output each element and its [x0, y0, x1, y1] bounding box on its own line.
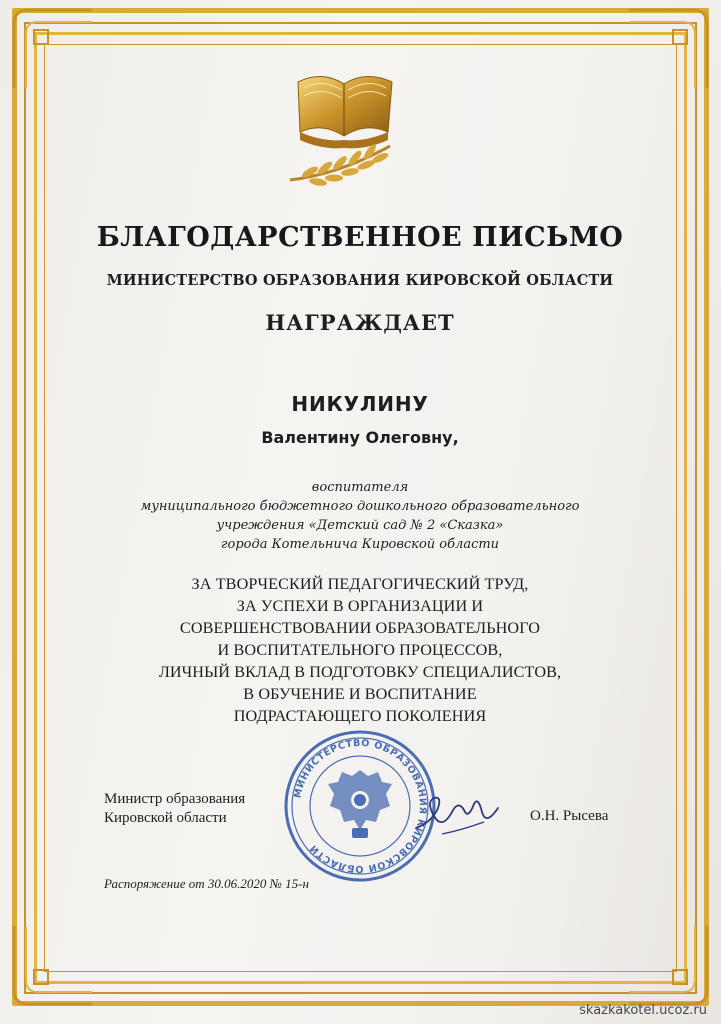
corner-ornament-icon: [8, 4, 98, 94]
position-line: муниципального бюджетного дошкольного образовательного: [140, 499, 580, 514]
corner-ornament-icon: [623, 4, 713, 94]
merit-line: ЗА ТВОРЧЕСКИЙ ПЕДАГОГИЧЕСКИЙ ТРУД,: [191, 575, 529, 593]
merit-line: ЗА УСПЕХИ В ОРГАНИЗАЦИИ И: [236, 597, 484, 615]
signatory-name: О.Н. Рысева: [530, 808, 609, 824]
signatory-role: [104, 790, 245, 828]
merit-line: ЛИЧНЫЙ ВКЛАД В ПОДГОТОВКУ СПЕЦИАЛИСТОВ,: [158, 663, 562, 681]
position-line: города Котельнича Кировской области: [220, 537, 500, 552]
merit-line: СОВЕРШЕНСТВОВАНИИ ОБРАЗОВАТЕЛЬНОГО: [179, 619, 541, 637]
golden-book-laurel-icon: [270, 62, 420, 202]
source-watermark: skazkakotel.ucoz.ru: [579, 1003, 707, 1018]
merit-text: [80, 573, 640, 727]
signatory-role-line: Министр образования: [104, 791, 246, 807]
position-line: воспитателя: [311, 480, 409, 495]
merit-line: В ОБУЧЕНИЕ И ВОСПИТАНИЕ: [243, 685, 477, 703]
signatory-role-line: Кировской области: [104, 810, 227, 826]
merit-line: ПОДРАСТАЮЩЕГО ПОКОЛЕНИЯ: [233, 707, 487, 725]
position-line: учреждения «Детский сад № 2 «Сказка»: [216, 518, 504, 533]
handwritten-signature-icon: [412, 782, 502, 840]
stamp-text: МИНИСТЕРСТВО ОБРАЗОВАНИЯ КИРОВСКОЙ ОБЛАСТИ: [292, 737, 429, 875]
merit-line: И ВОСПИТАТЕЛЬНОГО ПРОЦЕССОВ,: [217, 641, 503, 659]
corner-ornament-icon: [623, 920, 713, 1010]
recipient-surname: НИКУЛИНУ: [291, 392, 429, 416]
recipient-position: [90, 478, 630, 554]
decree-reference: Распоряжение от 30.06.2020 № 15-н: [104, 876, 309, 891]
awards-heading: НАГРАЖДАЕТ: [265, 310, 455, 335]
corner-ornament-icon: [8, 920, 98, 1010]
issuing-ministry: МИНИСТЕРСТВО ОБРАЗОВАНИЯ КИРОВСКОЙ ОБЛАСТИ: [106, 272, 614, 289]
recipient-given-names: Валентину Олеговну,: [261, 428, 459, 447]
document-title: БЛАГОДАРСТВЕННОЕ ПИСЬМО: [96, 222, 624, 253]
